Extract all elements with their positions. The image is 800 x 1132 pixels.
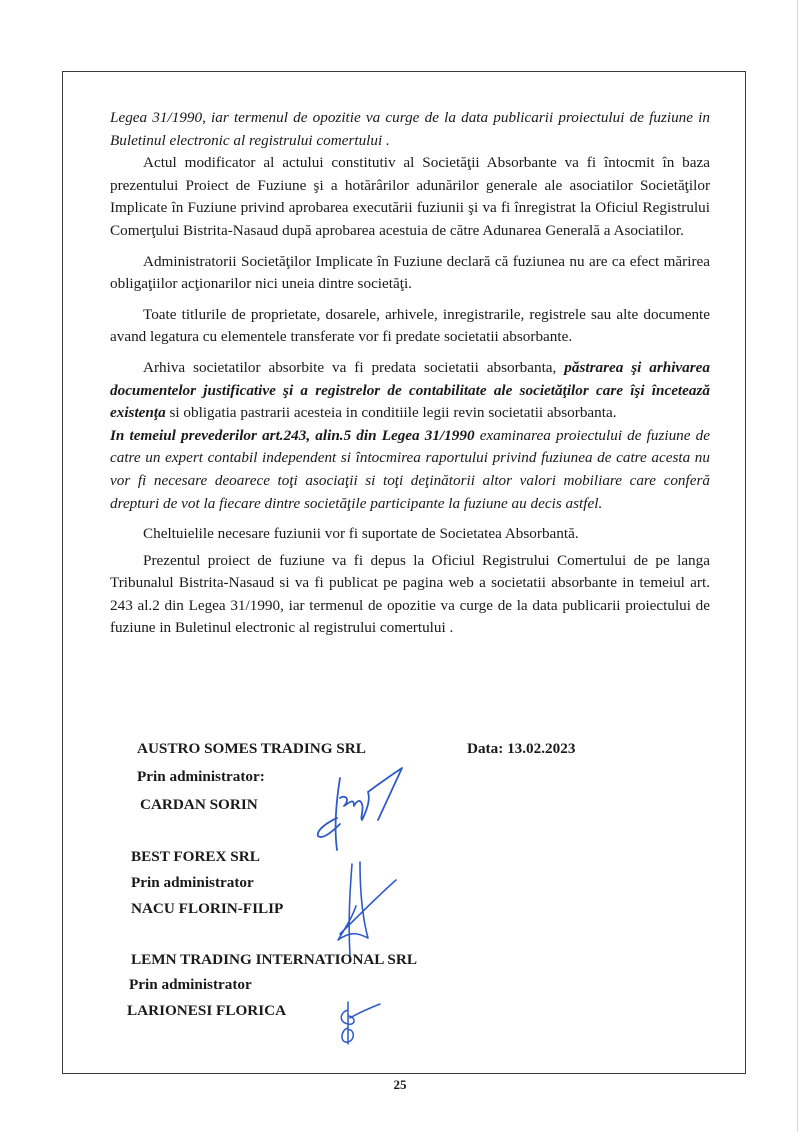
signature-2-icon: [330, 860, 410, 960]
paragraph-3: [110, 251, 710, 296]
signatory-2-role: Prin administrator: [131, 874, 254, 891]
signatory-3-company: LEMN TRADING INTERNATIONAL SRL: [131, 951, 417, 968]
paragraph-5: [110, 357, 710, 425]
paragraph-1: [110, 107, 710, 152]
text-run: Toate titlurile de proprietate, dosarele, arhivele, inregistrarile, registrele sau alte documente avand legatura cu elementele transferate vor fi predate societatii absorbante.: [110, 305, 710, 346]
paragraph-7: [110, 523, 710, 546]
text-run: Actul modificator al actului constitutiv al Societăţii Absorbante va fi întocmit în baza prezentului Proiect de Fuziune şi a hotărârilor adunărilor generale ale asociatilor Societăţilor Implicate în Fuziune privind aprobarea executării fuziunii şi va fi înregistrat la Oficiul Registrului Comerţului Bistrita-Nasaud după aprobarea acestuia de către Adunarea Generală a Asociatilor.: [110, 154, 710, 239]
text-run: si obligatia pastrarii acesteia in conditiile legii revin societatii absorbanta.: [165, 404, 617, 422]
document-body: [110, 107, 710, 640]
scan-edge-line: [797, 0, 798, 1132]
paragraph-6: [110, 425, 710, 515]
text-run: Prezentul proiect de fuziune va fi depus la Oficiul Registrului Comertului de pe langa Tribunalul Bistrita-Nasaud si va fi publicat pe pagina web a societatii absorbante in temeiul art. 243 al.2 din Legea 31/1990, iar termenul de opozitie va curge de la data publicarii proiectului de fuziune in Buletinul electronic al registrului comertului .: [110, 551, 710, 637]
text-run: Administratorii Societăţilor Implicate în Fuziune declară că fuziunea nu are ca efect mărirea obligaţiilor acţionarilor nici uneia dintre societăţi.: [110, 252, 710, 293]
signature-1-icon: [310, 758, 420, 858]
signature-3-icon: [336, 998, 386, 1048]
text-run-emphasis: păstrarea şi arhivarea documentelor justificative şi a registrelor de contabilitate ale societăţilor care îşi încetează existenţa: [110, 358, 710, 422]
signatory-1-company: AUSTRO SOMES TRADING SRL: [137, 740, 366, 757]
signatory-1-role: Prin administrator:: [137, 768, 265, 785]
signatory-2-name: NACU FLORIN-FILIP: [131, 900, 284, 917]
page-number: 25: [393, 1077, 407, 1092]
signatory-1-name: CARDAN SORIN: [140, 796, 258, 813]
paragraph-2: [110, 152, 710, 242]
text-run: Arhiva societatilor absorbite va fi predata societatii absorbanta,: [143, 358, 565, 376]
document-date: Data: 13.02.2023: [467, 740, 576, 757]
text-run: Legea 31/1990, iar termenul de opozitie va curge de la data publicarii proiectului de fuziune in Buletinul electronic al registrului comertului .: [110, 109, 710, 149]
signatory-3-role: Prin administrator: [129, 976, 252, 993]
paragraph-8: [110, 550, 710, 640]
text-run: Cheltuielile necesare fuziunii vor fi suportate de Societatea Absorbantă.: [143, 525, 579, 543]
text-run: examinarea proiectului de fuziune de catre un expert contabil independent si întocmirea raportului privind fuziunea de catre acesta nu vor fi necesare deoarece toţi asociaţii si toţi deţinătorii altor valori mobiliare care conferă drepturi de vot la fiecare dintre societăţile participante la fuziune au decis astfel.: [110, 426, 710, 512]
signatory-3-name: LARIONESI FLORICA: [127, 1002, 287, 1019]
paragraph-4: [110, 304, 710, 349]
text-run-legal-reference: In temeiul prevederilor art.243, alin.5 din Legea 31/1990: [110, 426, 475, 444]
signatory-2-company: BEST FOREX SRL: [131, 848, 260, 865]
